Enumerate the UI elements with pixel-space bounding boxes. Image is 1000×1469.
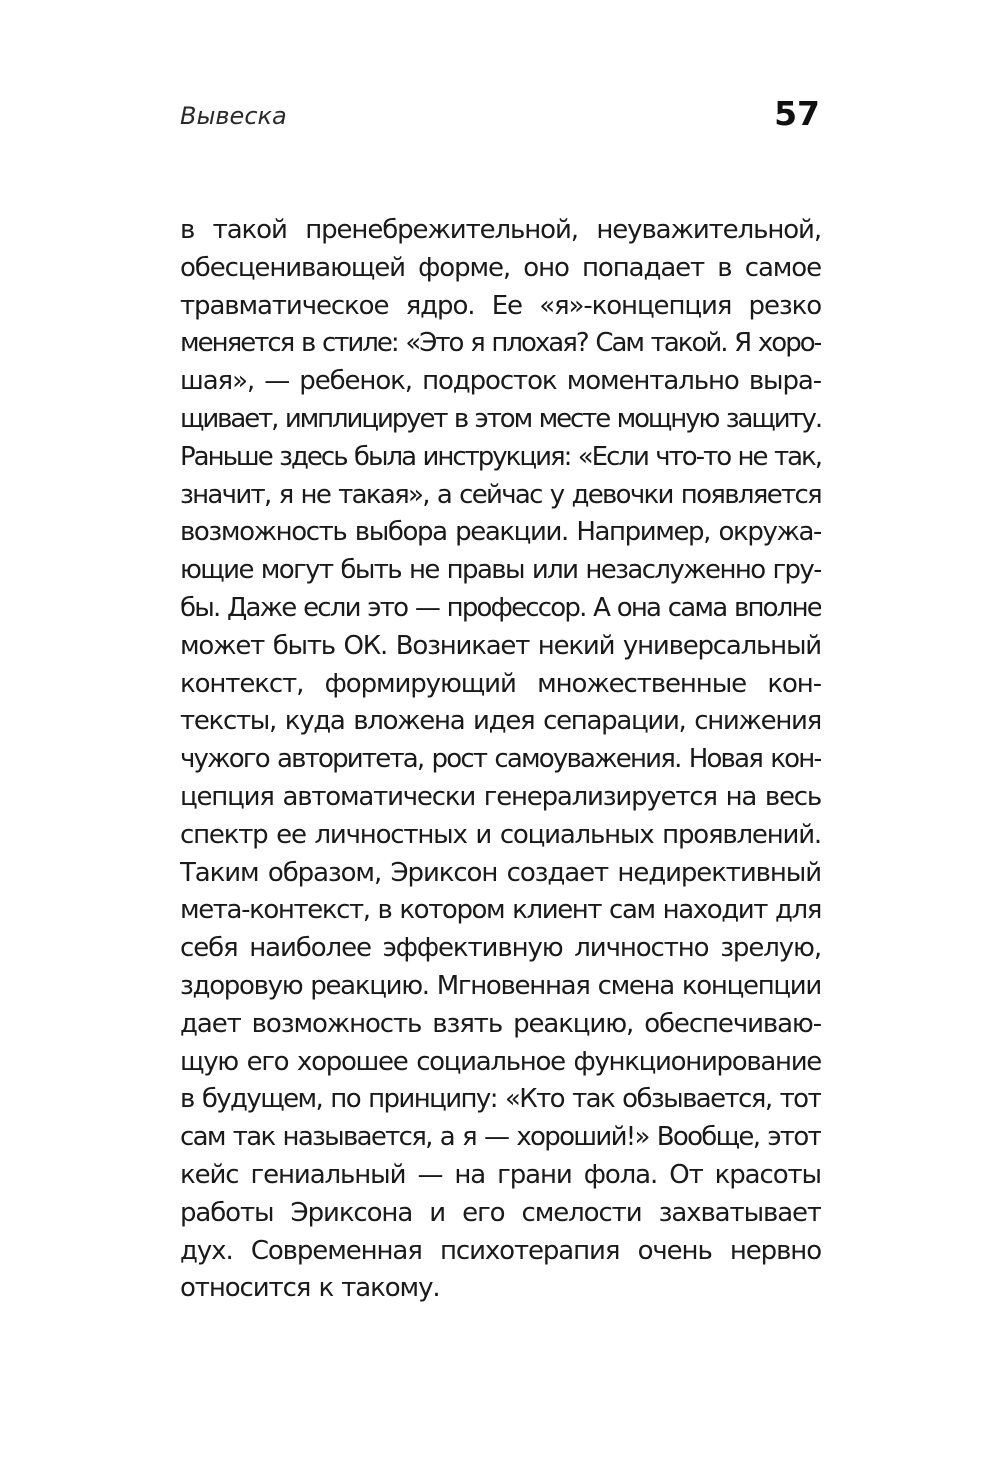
text-line: меняется в стиле: «Это я плохая? Сам такой. Я хоро- <box>180 328 821 359</box>
text-line: ющие могут быть не правы или незаслуженно гру- <box>180 555 821 586</box>
text-line: щивает, имплицирует в этом месте мощную защиту. <box>180 403 821 434</box>
text-line: шая», — ребенок, подросток моментально выра- <box>180 366 821 397</box>
text-line: работы Эриксона и его смелости захватывает <box>180 1197 821 1228</box>
text-line: чужого авторитета, рост самоуважения. Новая кон- <box>180 744 821 775</box>
body-text <box>180 212 821 1308</box>
text-line: мета-контекст, в котором клиент сам находит для <box>180 895 821 926</box>
text-line: бы. Даже если это — профессор. А она сама вполне <box>180 592 821 623</box>
text-line: себя наиболее эффективную личностно зрелую, <box>180 933 821 964</box>
text-line: спектр ее личностных и социальных проявлений. <box>180 819 821 850</box>
text-line: цепция автоматически генерализируется на весь <box>180 781 821 812</box>
text-line: тексты, куда вложена идея сепарации, снижения <box>180 706 821 737</box>
text-line: возможность выбора реакции. Например, окружа- <box>180 517 821 548</box>
text-line: в такой пренебрежительной, неуважительной, <box>180 215 821 245</box>
text-line: сам так называется, а я — хороший!» Вообще, этот <box>180 1122 821 1153</box>
page-number: 57 <box>774 94 820 133</box>
text-line: Таким образом, Эриксон создает недирективный <box>180 857 821 888</box>
text-line: относится к такому. <box>180 1273 440 1304</box>
text-line: в будущем, по принципу: «Кто так обзывается, тот <box>180 1084 821 1115</box>
text-line: дух. Современная психотерапия очень нервно <box>180 1235 821 1266</box>
text-line: обесценивающей форме, оно попадает в самое <box>180 252 821 283</box>
text-line: щую его хорошее социальное функционирование <box>180 1046 821 1077</box>
text-line: дает возможность взять реакцию, обеспечиваю- <box>180 1008 821 1039</box>
text-line: здоровую реакцию. Мгновенная смена концепции <box>180 970 821 1001</box>
text-line: травматическое ядро. Ее «я»-концепция резко <box>180 290 821 321</box>
running-header <box>180 94 820 140</box>
text-line: контекст, формирующий множественные кон- <box>180 668 821 699</box>
section-title: Вывеска <box>180 102 287 130</box>
text-line: кейс гениальный — на грани фола. От красоты <box>180 1159 821 1190</box>
text-line: может быть ОК. Возникает некий универсальный <box>180 630 821 661</box>
text-line: Раньше здесь была инструкция: «Если что-то не так, <box>180 441 821 472</box>
text-line: значит, я не такая», а сейчас у девочки появляется <box>180 479 821 510</box>
